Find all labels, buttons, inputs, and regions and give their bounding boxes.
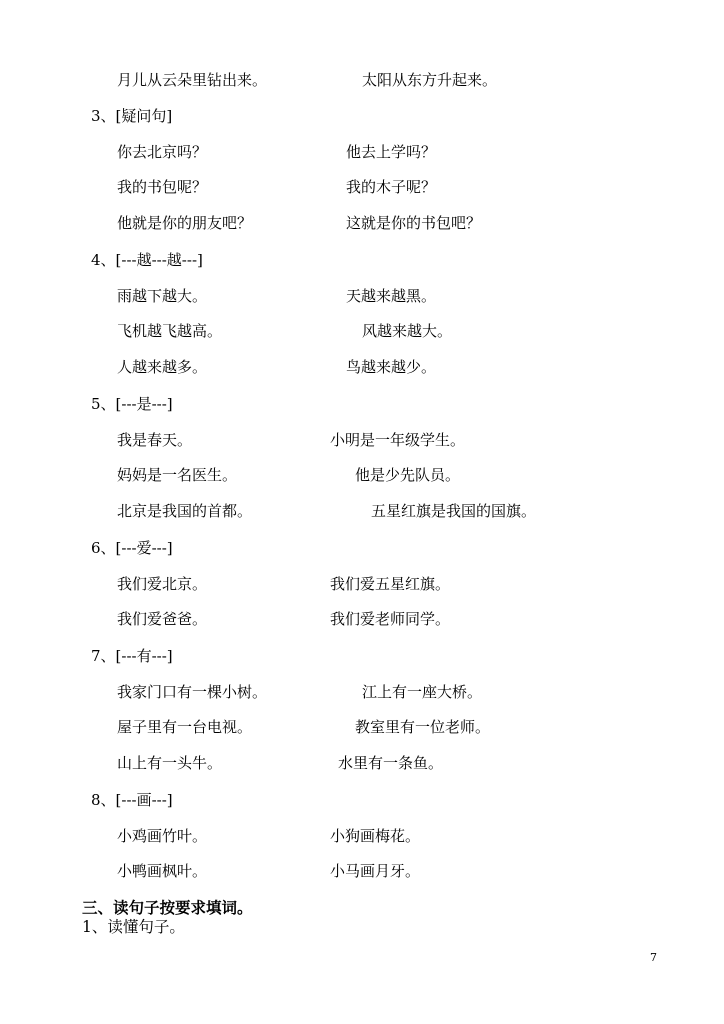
sentence-right: 鸟越来越少。 — [346, 358, 437, 376]
sentence-left: 我家门口有一棵小树。 — [117, 683, 268, 701]
sentence-left: 山上有一头牛。 — [117, 754, 223, 772]
pattern-header: 4、[---越---越---] — [91, 251, 203, 269]
sentence-left: 我是春天。 — [117, 431, 193, 449]
sentence-right: 我们爱五星红旗。 — [330, 575, 451, 593]
pattern-header: 6、[---爱---] — [91, 539, 173, 557]
sentence-left: 北京是我国的首都。 — [117, 502, 253, 520]
sentence-right: 江上有一座大桥。 — [362, 683, 483, 701]
sentence-left: 人越来越多。 — [117, 358, 208, 376]
sentence-right: 我的木子呢？ — [346, 178, 437, 196]
section-title: 三、读句子按要求填词。 — [82, 898, 253, 917]
pattern-header: 7、[---有---] — [91, 647, 173, 665]
sentence-right: 小狗画梅花。 — [330, 827, 421, 845]
sentence-left: 他就是你的朋友吧？ — [117, 214, 253, 232]
sentence-right: 水里有一条鱼。 — [338, 754, 444, 772]
sub-item: 1、读懂句子。 — [82, 918, 185, 936]
sentence-left: 我们爱北京。 — [117, 575, 208, 593]
sentence-right: 太阳从东方升起来。 — [362, 71, 498, 89]
sentence-right: 小马画月牙。 — [330, 862, 421, 880]
sentence-left: 飞机越飞越高。 — [117, 322, 223, 340]
sentence-left: 小鸡画竹叶。 — [117, 827, 208, 845]
page-number: 7 — [650, 951, 657, 964]
sentence-right: 我们爱老师同学。 — [330, 610, 451, 628]
sentence-right: 他去上学吗？ — [346, 143, 437, 161]
sentence-right: 风越来越大。 — [362, 322, 453, 340]
sentence-left: 月儿从云朵里钻出来。 — [117, 71, 268, 89]
sentence-right: 他是少先队员。 — [355, 466, 461, 484]
sentence-left: 你去北京吗？ — [117, 143, 208, 161]
sentence-right: 天越来越黑。 — [346, 287, 437, 305]
sentence-right: 五星红旗是我国的国旗。 — [371, 502, 537, 520]
pattern-header: 5、[---是---] — [91, 395, 173, 413]
sentence-right: 教室里有一位老师。 — [355, 718, 491, 736]
sentence-left: 雨越下越大。 — [117, 287, 208, 305]
sentence-left: 我的书包呢？ — [117, 178, 208, 196]
sentence-right: 小明是一年级学生。 — [330, 431, 466, 449]
pattern-header: 3、[疑问句] — [91, 107, 173, 125]
sentence-right: 这就是你的书包吧？ — [346, 214, 482, 232]
pattern-header: 8、[---画---] — [91, 791, 173, 809]
sentence-left: 妈妈是一名医生。 — [117, 466, 238, 484]
sentence-left: 小鸭画枫叶。 — [117, 862, 208, 880]
sentence-left: 屋子里有一台电视。 — [117, 718, 253, 736]
sentence-left: 我们爱爸爸。 — [117, 610, 208, 628]
